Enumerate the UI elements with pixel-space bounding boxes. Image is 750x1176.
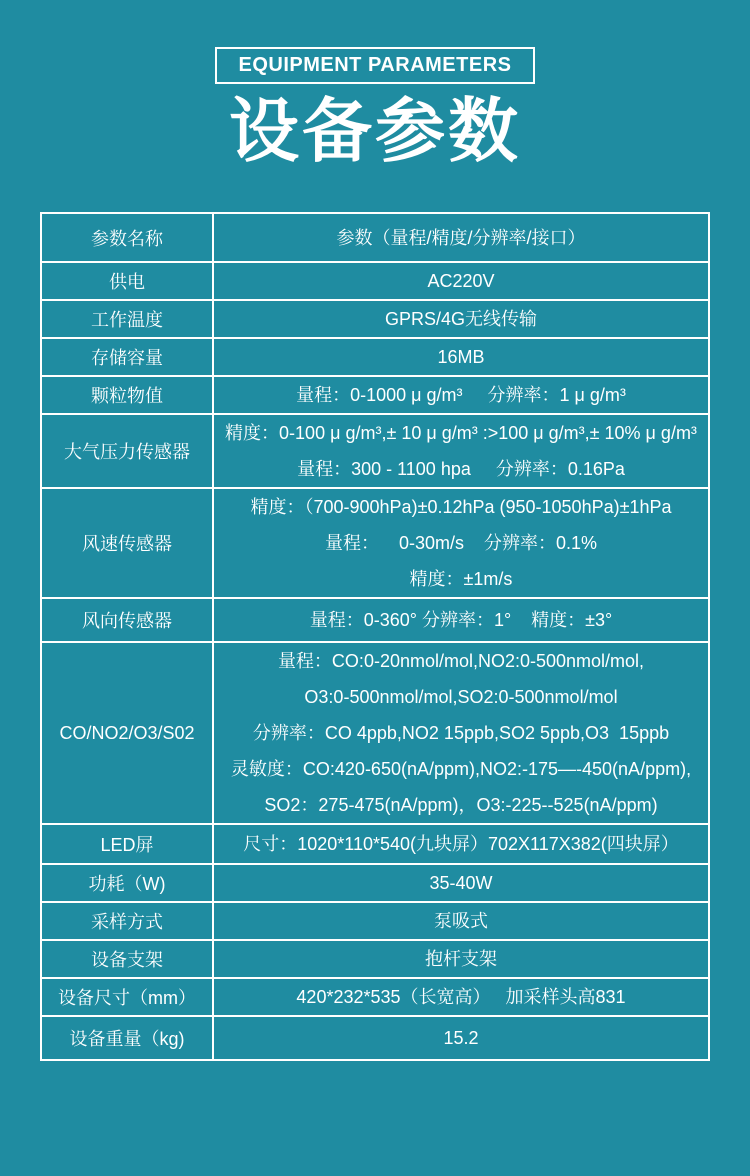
param-value-cell [213,642,709,824]
param-value-cell [213,978,709,1016]
param-value-line: AC220V [427,271,495,292]
param-value-line: 量程：0-360° 分辨率：1° 精度：±3° [309,610,613,631]
equipment-parameters-badge [215,47,536,84]
param-value-line: 泵吸式 [434,911,488,932]
param-value-cell [213,1016,709,1060]
table-row [41,902,709,940]
param-value-line: 420*232*535（长宽高） 加采样头高831 [296,987,626,1008]
param-name-cell: 风向传感器 [41,598,213,642]
param-value-cell [213,213,709,262]
param-value-line: SO2：275-475(nA/ppm)，O3:-225--525(nA/ppm) [264,795,658,816]
param-value-line: 灵敏度：CO:420-650(nA/ppm),NO2:-175—-450(nA/ppm), [230,759,692,780]
param-value-cell [213,824,709,864]
param-name-cell: 颗粒物值 [41,376,213,414]
badge-label: EQUIPMENT PARAMETERS [238,54,512,76]
param-value-line: 量程：CO:0-20nmol/mol,NO2:0-500nmol/mol, [277,651,645,672]
table-row [41,376,709,414]
param-value-cell [213,376,709,414]
spec-sheet-page [0,47,750,1061]
parameters-table [40,212,710,1061]
param-name-cell: 设备重量（kg) [41,1016,213,1060]
param-name-cell: 供电 [41,262,213,300]
table-row [41,864,709,902]
param-value-line: 精度：（700-900hPa)±0.12hPa (950-1050hPa)±1hPa [250,497,672,518]
param-value-line: 分辨率：CO 4ppb,NO2 15ppb,SO2 5ppb,O3 15ppb [252,723,670,744]
param-name-cell: LED屏 [41,824,213,864]
table-row [41,338,709,376]
param-name-cell: 工作温度 [41,300,213,338]
param-value-line: GPRS/4G无线传输 [384,309,538,330]
table-row [41,1016,709,1060]
param-name-cell: 存储容量 [41,338,213,376]
table-row [41,642,709,824]
parameters-table-body [41,213,709,1060]
param-value-line: 尺寸：1020*110*540(九块屏）702X117X382(四块屏） [243,834,679,855]
table-row [41,262,709,300]
param-value-line: 量程：0-1000 μ g/m³ 分辨率：1 μ g/m³ [296,385,626,406]
table-row [41,414,709,488]
param-name-cell: CO/NO2/O3/S02 [41,642,213,824]
param-value-line: O3:0-500nmol/mol,SO2:0-500nmol/mol [304,687,618,708]
param-value-line: 量程： 0-30m/s 分辨率：0.1% [324,533,598,554]
param-value-line: 精度：±1m/s [409,569,513,590]
param-name-cell: 功耗（W) [41,864,213,902]
table-row [41,978,709,1016]
table-row [41,488,709,598]
param-value-cell [213,864,709,902]
param-value-cell [213,940,709,978]
table-row [41,598,709,642]
table-row [41,824,709,864]
param-value-line: 15.2 [443,1028,479,1049]
param-name-cell: 风速传感器 [41,488,213,598]
param-value-cell [213,598,709,642]
param-name-cell: 参数名称 [41,213,213,262]
param-name-cell: 设备尺寸（mm） [41,978,213,1016]
param-value-line: 16MB [437,347,485,368]
param-value-line: 量程：300 - 1100 hpa 分辨率：0.16Pa [297,459,625,480]
param-name-cell: 大气压力传感器 [41,414,213,488]
param-value-line: 精度：0-100 μ g/m³,± 10 μ g/m³ :>100 μ g/m³,± 10% μ g/m³ [225,423,697,444]
table-row [41,213,709,262]
param-name-cell: 设备支架 [41,940,213,978]
page-title: 设备参数 [229,92,521,170]
param-value-cell [213,414,709,488]
param-value-cell [213,300,709,338]
param-value-cell [213,338,709,376]
table-row [41,300,709,338]
param-value-cell [213,902,709,940]
param-value-cell [213,262,709,300]
param-value-line: 抱杆支架 [425,949,497,970]
param-value-line: 35-40W [429,873,493,894]
param-value-line: 参数（量程/精度/分辨率/接口） [336,227,586,248]
param-name-cell: 采样方式 [41,902,213,940]
param-value-cell [213,488,709,598]
table-row [41,940,709,978]
